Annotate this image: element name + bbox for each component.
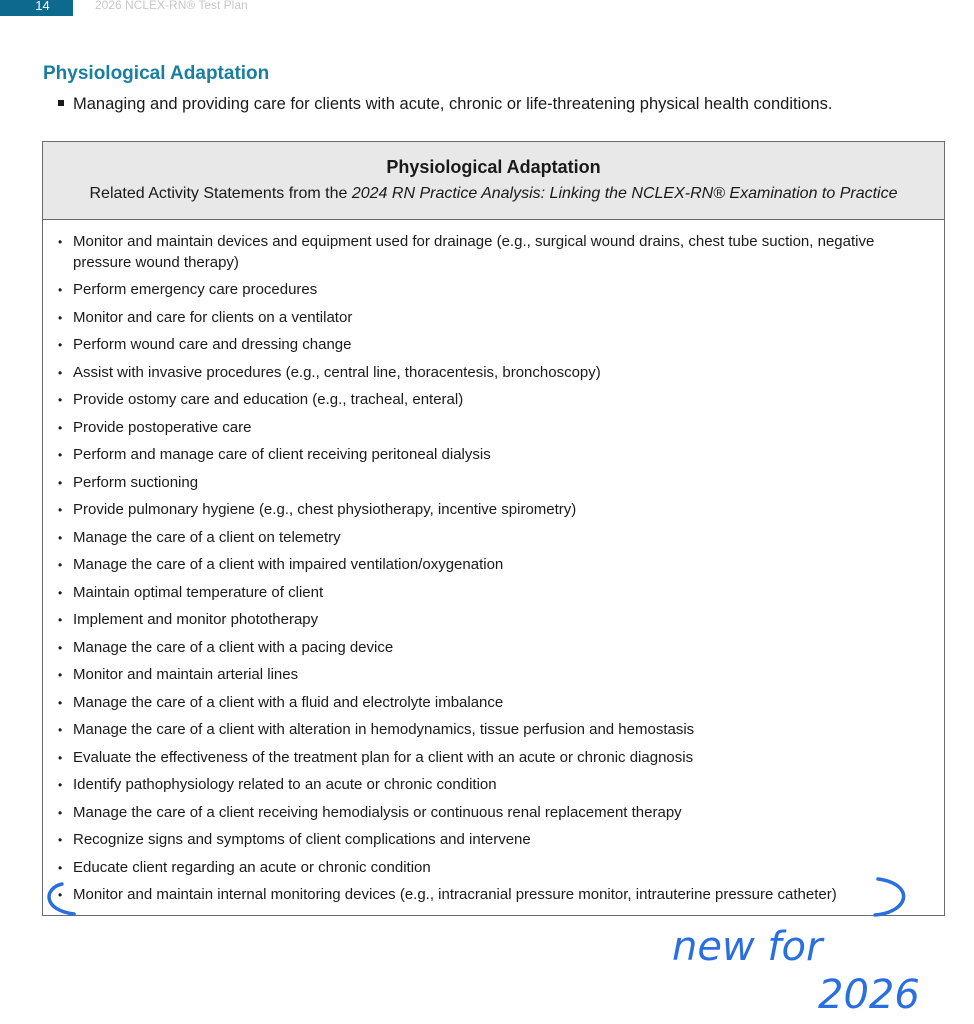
activity-item: [43, 803, 944, 824]
activity-item: [43, 363, 944, 384]
bullet-icon: •: [58, 448, 63, 462]
activity-text: Identify pathophysiology related to an acute or chronic condition: [73, 776, 497, 793]
bullet-icon: •: [58, 530, 63, 545]
bullet-icon: •: [58, 283, 63, 297]
bullet-icon: •: [58, 888, 63, 902]
bullet-icon: •: [58, 310, 63, 325]
activity-text: Manage the care of a client on telemetry: [73, 528, 341, 546]
bullet-icon: •: [58, 235, 63, 249]
activity-text: Manage the care of a client with a pacing device: [73, 638, 394, 656]
bullet-icon: •: [58, 805, 63, 820]
activity-item: [43, 665, 944, 686]
square-bullet-icon: [58, 100, 64, 106]
activity-text: Monitor and maintain devices and equipment used for drainage (e.g., surgical wound drains, chest tube suction, negative pressure wound therapy): [73, 233, 875, 271]
activity-item: [43, 638, 944, 659]
bullet-icon: •: [58, 503, 63, 517]
bullet-icon: •: [58, 338, 63, 352]
bullet-icon: •: [58, 750, 63, 765]
activity-item: [43, 528, 944, 549]
activity-item: [43, 693, 944, 714]
activity-item: [43, 720, 944, 741]
activity-item: [43, 583, 944, 604]
activity-text: Perform and manage care of client receiving peritoneal dialysis: [73, 446, 491, 463]
bullet-icon: •: [58, 558, 63, 572]
activity-item: [43, 335, 944, 356]
activity-text: Monitor and care for clients on a ventilator: [73, 308, 353, 326]
summary-text: Managing and providing care for clients with acute, chronic or life-threatening physical health conditions.: [73, 95, 833, 113]
activity-text: Provide ostomy care and education (e.g., tracheal, enteral): [73, 391, 464, 408]
bullet-icon: •: [58, 860, 63, 875]
bullet-icon: •: [58, 613, 63, 627]
table-header: [43, 142, 944, 220]
section-summary: [58, 95, 832, 114]
activity-text: Monitor and maintain internal monitoring devices (e.g., intracranial pressure monitor, intrauterine pressure catheter): [73, 886, 837, 903]
activity-text: Assist with invasive procedures (e.g., central line, thoracentesis, bronchoscopy): [73, 363, 601, 381]
bullet-icon: •: [58, 475, 63, 490]
activity-text: Monitor and maintain arterial lines: [73, 666, 299, 683]
activity-text: Perform suctioning: [73, 473, 199, 491]
table-title: Physiological Adaptation: [386, 157, 601, 177]
activity-item: [43, 308, 944, 329]
page-number: 14: [0, 0, 73, 16]
bullet-icon: •: [58, 640, 63, 655]
activity-item: [43, 232, 944, 273]
activity-text: Implement and monitor phototherapy: [73, 611, 319, 628]
bullet-icon: •: [58, 668, 63, 682]
activity-text: Provide postoperative care: [73, 418, 252, 436]
document-title: 2026 NCLEX-RN® Test Plan: [95, 0, 248, 12]
activity-list: [43, 220, 944, 906]
activity-item: [43, 390, 944, 411]
activity-text: Manage the care of a client with alteration in hemodynamics, tissue perfusion and hemostasis: [73, 721, 695, 738]
page-header: [0, 0, 974, 16]
activity-item: [43, 610, 944, 631]
activity-item: [43, 830, 944, 851]
activity-text: Manage the care of a client with a fluid and electrolyte imbalance: [73, 693, 504, 711]
activity-item: [43, 885, 944, 906]
annotation-line-1: new for: [672, 924, 823, 970]
activity-item: [43, 445, 944, 466]
activity-text: Manage the care of a client with impaired ventilation/oxygenation: [73, 556, 504, 573]
activity-statements-table: [42, 141, 945, 916]
activity-item: [43, 500, 944, 521]
bullet-icon: •: [58, 778, 63, 792]
subtitle-source: 2024 RN Practice Analysis: Linking the NCLEX-RN® Examination to Practice: [351, 185, 898, 202]
activity-item: [43, 418, 944, 439]
activity-text: Perform wound care and dressing change: [73, 336, 352, 353]
bullet-icon: •: [58, 695, 63, 710]
activity-text: Evaluate the effectiveness of the treatment plan for a client with an acute or chronic diagnosis: [73, 748, 694, 766]
bullet-icon: •: [58, 365, 63, 380]
activity-item: [43, 555, 944, 576]
activity-item: [43, 858, 944, 879]
bullet-icon: •: [58, 585, 63, 600]
activity-item: [43, 775, 944, 796]
table-subtitle: [43, 185, 944, 203]
bullet-icon: •: [58, 833, 63, 847]
annotation-line-2: 2026: [818, 972, 920, 1018]
activity-item: [43, 473, 944, 494]
bullet-icon: •: [58, 723, 63, 737]
activity-text: Maintain optimal temperature of client: [73, 583, 324, 601]
section-title: Physiological Adaptation: [43, 63, 270, 84]
bullet-icon: •: [58, 420, 63, 435]
activity-text: Educate client regarding an acute or chronic condition: [73, 858, 431, 876]
activity-text: Perform emergency care procedures: [73, 281, 318, 298]
activity-item: [43, 280, 944, 301]
activity-text: Provide pulmonary hygiene (e.g., chest physiotherapy, incentive spirometry): [73, 501, 577, 518]
bullet-icon: •: [58, 393, 63, 407]
activity-item: [43, 748, 944, 769]
activity-text: Manage the care of a client receiving hemodialysis or continuous renal replacement therapy: [73, 803, 682, 821]
activity-text: Recognize signs and symptoms of client complications and intervene: [73, 831, 531, 848]
subtitle-prefix: Related Activity Statements from the: [89, 185, 352, 202]
